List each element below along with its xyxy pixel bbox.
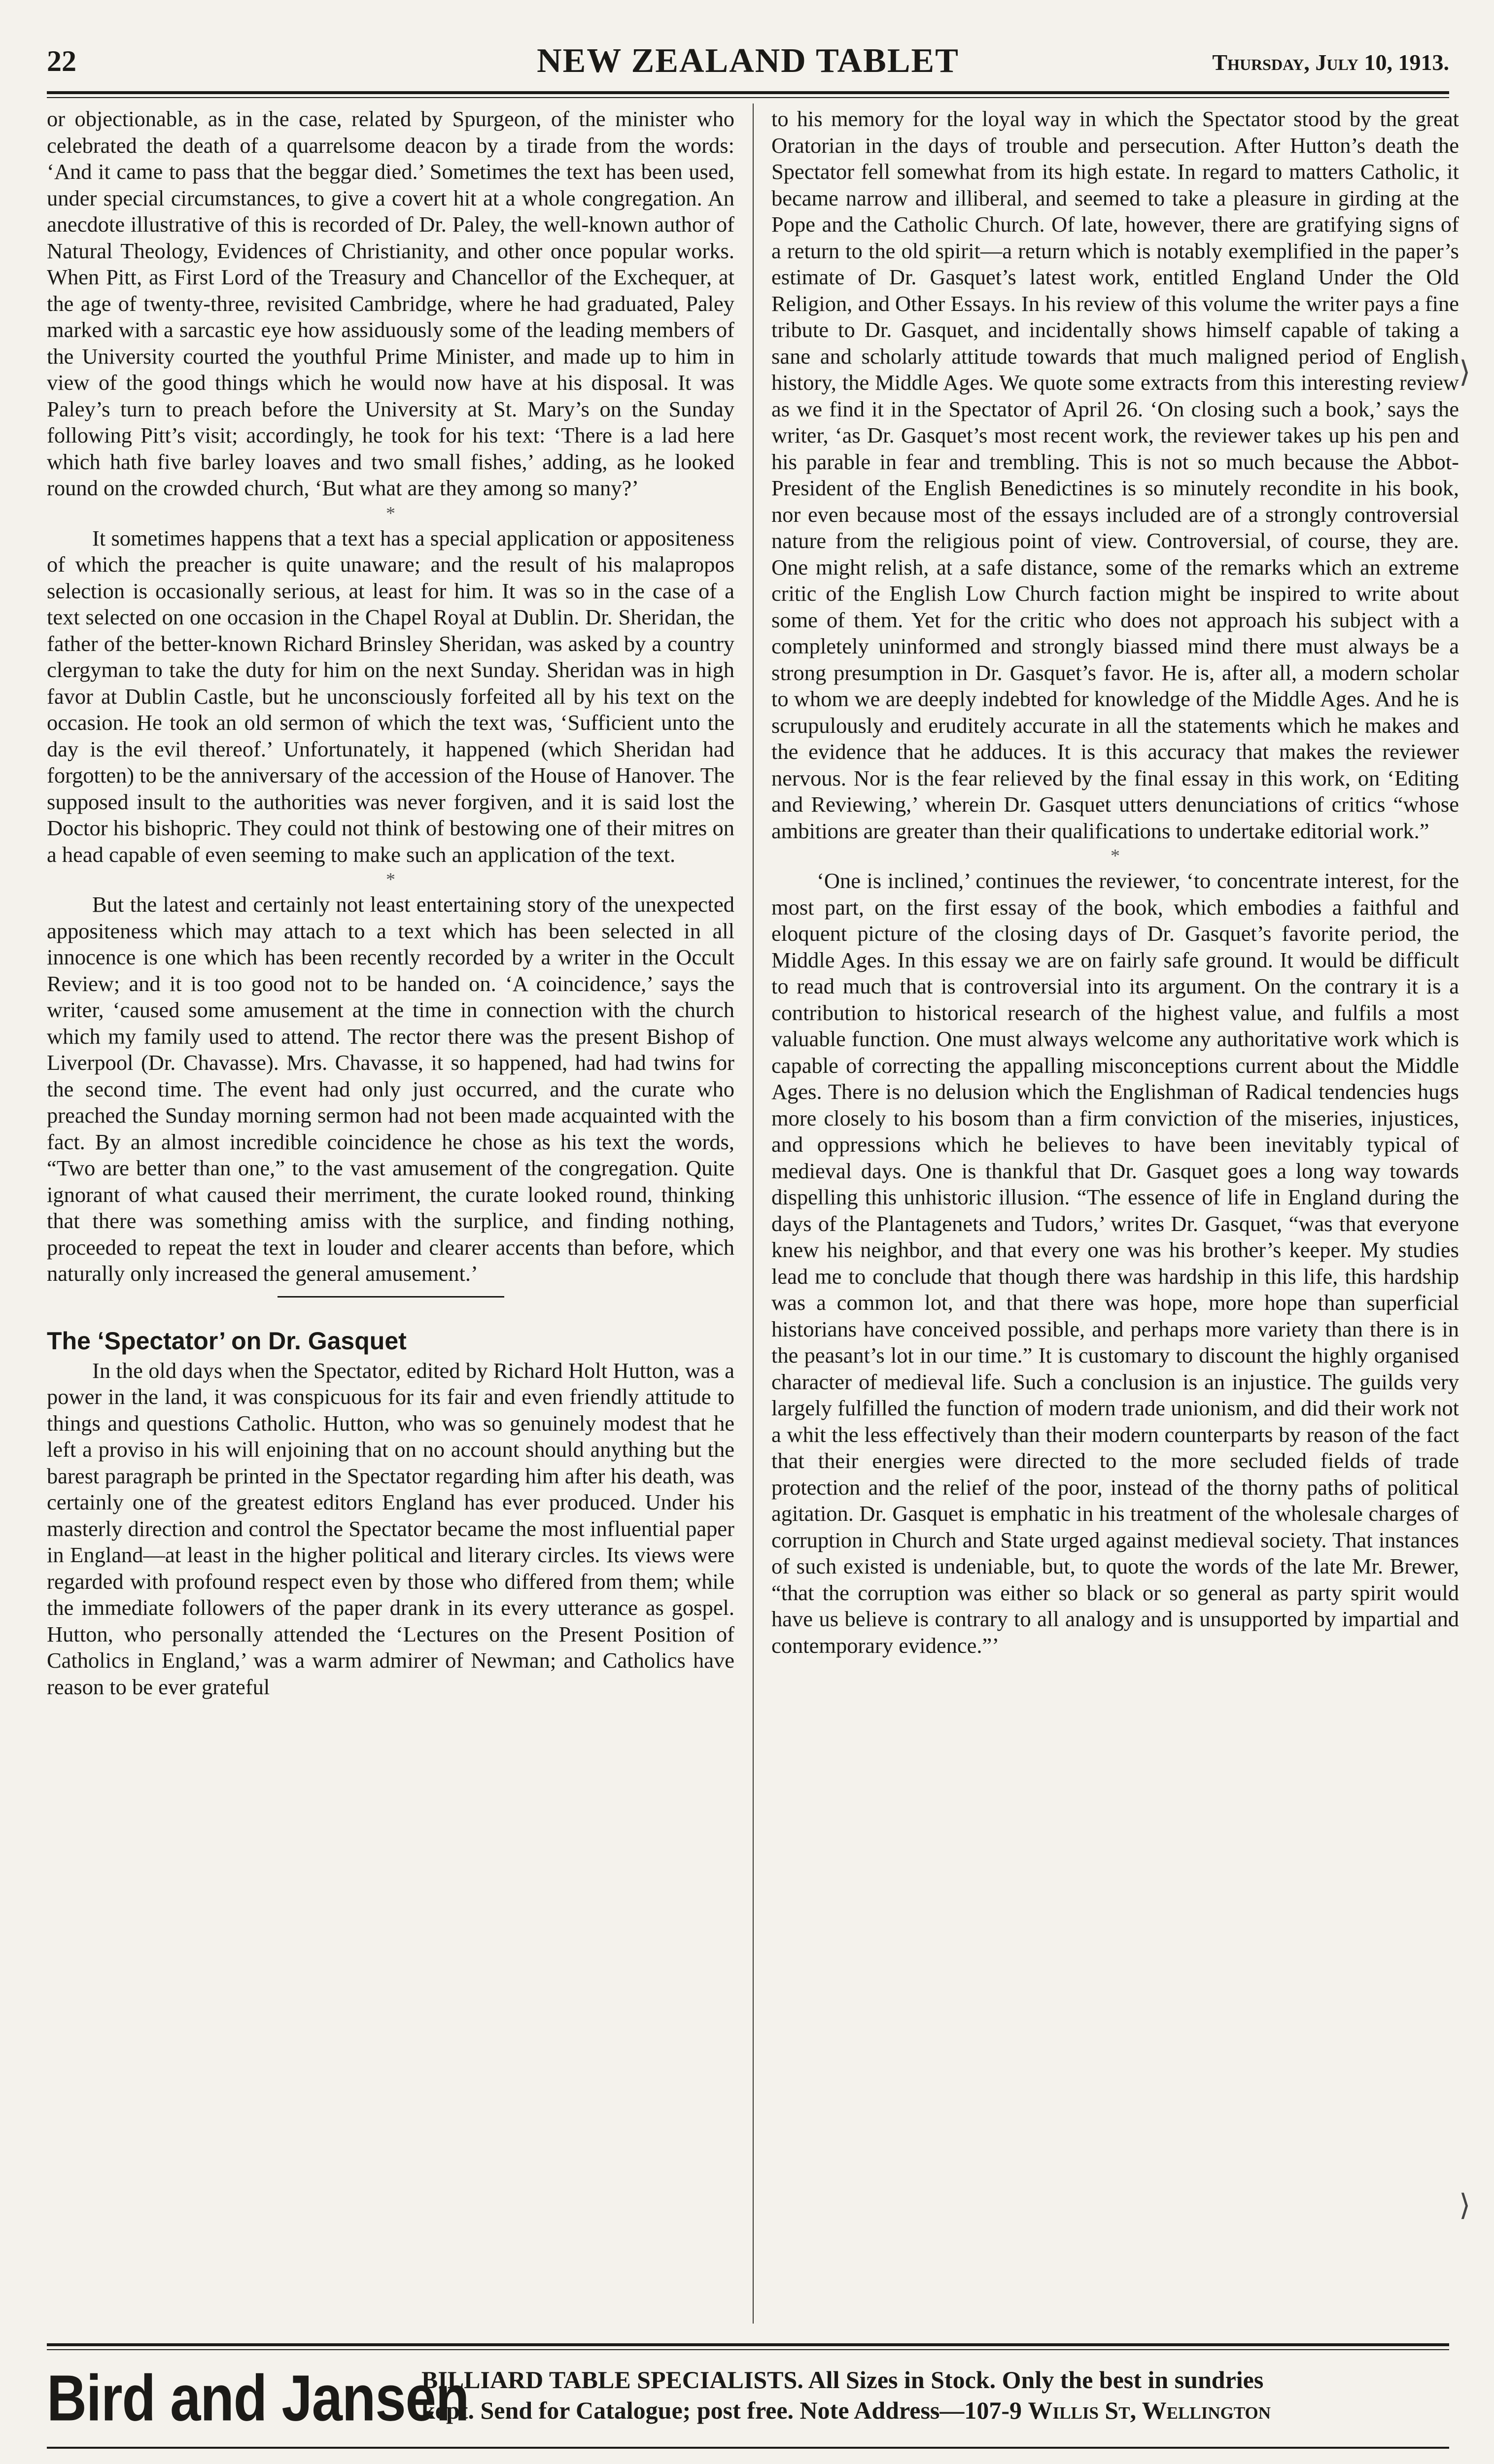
column-divider — [753, 103, 754, 2324]
paragraph: to his memory for the loyal way in which the Spectator stood by the great Oratorian in the days of trouble and persecution. After Hutton’s death the Spectator fell somewhat from its high estate. In regard to matters Catholic, it became narrow and illiberal, and seemed to take a pleasure in girding at the Pope and the Catholic Church. Of late, however, there are gratifying signs of a return to the old spirit—a return which is notably exemplified in the paper’s estimate of Dr. Gasquet’s latest work, entitled England Under the Old Religion, and Other Essays. In his review of this volume the writer pays a fine tribute to Dr. Gasquet, and incidentally shows himself capable of taking a sane and scholarly attitude towards that much maligned period of English history, the Middle Ages. We quote some extracts from this interesting review as we find it in the Spectator of April 26. ‘On closing such a book,’ says the writer, ‘as Dr. Gasquet’s most recent work, the reviewer takes up his pen and his parable in fear and trembling. This is not so much because the Abbot-President of the English Benedictines is so minutely recondite in his book, nor even because most of the essays included are of a strongly controversial nature from the religious point of view. Controversial, of course, they are. One might relish, at a safe distance, some of the remarks which an extreme critic of the English Low Church faction might be inspired to write about some of them. Yet for the critic who does not approach his subject with a completely uninformed and strongly biassed mind there must always be a strong presumption in Dr. Gasquet’s favor. He is, after all, a modern scholar to whom we are deeply indebted for knowledge of the Middle Ages. And he is scrupulously and eruditely accurate in all the statements which he makes and the evidence that he adduces. It is this accuracy that makes the reviewer nervous. Nor is the fear relieved by the final essay in this work, on ‘Editing and Reviewing,’ wherein Dr. Gasquet utters denunciations of critics “whose ambitions are greater than their qualifications to undertake editorial work.” — [771, 106, 1459, 843]
ad-brand: Bird and Jansen — [47, 2361, 469, 2434]
section-divider — [278, 1296, 504, 1298]
ad-line-1: BILLIARD TABLE SPECIALISTS. All Sizes in Stock. Only the best in sundries — [421, 2366, 1264, 2394]
section-heading: The ‘Spectator’ on Dr. Gasquet — [47, 1327, 407, 1355]
ad-line-2-start: kept. Send for Catalogue; post free. Note Address—107-9 — [421, 2396, 1028, 2424]
ad-rule — [47, 2447, 1449, 2449]
top-rule-thin — [47, 97, 1449, 98]
paragraph: ‘One is inclined,’ continues the reviewer, ‘to concentrate interest, for the most part, on the first essay of the book, which embodies a faithful and eloquent picture of the closing days of Dr. Gasquet’s favorite period, the Middle Ages. In this essay we are on fairly safe ground. It would be difficult to read much that is controversial into its argument. On the contrary it is a contribution to historical research of the highest value, and fulfils a most valuable function. One must always welcome any authoritative work which is capable of correcting the appalling misconceptions current about the Middle Ages. There is no delusion which the Englishman of Radical tendencies hugs more closely to his bosom than a firm conviction of the miseries, injustices, and oppressions which he believes to have been inevitably typical of medieval days. One is thankful that Dr. Gasquet goes a long way towards dispelling this unhistoric illusion. “The essence of life in England during the days of the Plantagenets and Tudors,’ writes Dr. Gasquet, “was that everyone knew his neighbor, and that every one was his brother’s keeper. My studies lead me to conclude that though there was hardship in this life, this hardship was a common lot, and that there was hope, more hope than superficial historians have conceived possible, and perhaps more variety than there is in the peasant’s lot in our time.” It is customary to discount the highly organised character of medieval life. Such a conclusion is an injustice. The guilds very largely fulfilled the function of modern trade unionism, and did their work not a whit the less effectively than their modern counterparts by reason of the fact that their energies were directed to the more secluded fields of trade protection and the relief of the poor, instead of the thorny paths of political agitation. Dr. Gasquet is emphatic in his treatment of the wholesale charges of corruption in Church and State urged against medieval society. That instances of such existed is undeniable, but, to quote the words of the late Mr. Brewer, “that the corruption was either so black or so general as party spirit would have us believe is contrary to all analogy and is unsupported by impartial and contemporary evidence.”’ — [771, 868, 1459, 1658]
paragraph: But the latest and certainly not least entertaining story of the unexpected appositeness which may attach to a text which has been selected in all innocence is one which has been recently recorded by a writer in the Occult Review; and it is too good not to be handed on. ‘A coincidence,’ says the writer, ‘caused some amusement at the time in connection with the church which my family used to attend. The rector there was the present Bishop of Liverpool (Dr. Chavasse). Mrs. Chavasse, it so happened, had had twins for the second time. The event had only just occurred, and the curate who preached the Sunday morning sermon had not been made acquainted with the fact. By an almost incredible coincidence he chose as his text the words, “Two are better than one,” to the vast amusement of the congregation. Quite ignorant of what caused their merriment, the curate looked round, thinking that there was something amiss with the surplice, and finding nothing, proceeded to repeat the text in louder and clearer accents than before, which naturally only increased the general amusement.’ — [47, 892, 734, 1286]
right-column — [771, 106, 1459, 1659]
section-star: * — [386, 503, 395, 524]
ad-address: Willis St, Wellington — [1028, 2396, 1271, 2424]
margin-mark-icon: ⟩ — [1459, 2189, 1471, 2222]
issue-date: Thursday, July 10, 1913. — [1212, 50, 1449, 75]
paragraph: In the old days when the Spectator, edited by Richard Holt Hutton, was a power in the land, it was conspicuous for its fair and even friendly attitude to things and questions Catholic. Hutton, who was so genuinely modest that he left a proviso in his will enjoining that on no account should anything but the barest paragraph be printed in the Spectator regarding him after his death, was certainly one of the greatest editors England has ever produced. Under his masterly direction and control the Spectator became the most influential paper in England—at least in the higher political and literary circles. Its views were regarded with profound respect even by those who differed from them; while the immediate followers of the paper drank in its every utterance as gospel. Hutton, who personally attended the ‘Lectures on the Present Position of Catholics in England,’ was a warm admirer of Newman; and Catholics have reason to be ever grateful — [47, 1358, 734, 1699]
margin-mark-icon: ⟩ — [1459, 356, 1471, 388]
top-rule — [47, 91, 1449, 94]
section-star: * — [1111, 846, 1120, 866]
page-number: 22 — [47, 45, 76, 77]
section-star: * — [386, 869, 395, 890]
left-column — [47, 106, 734, 1700]
advertisement — [47, 2361, 1449, 2434]
bottom-rule — [47, 2343, 1449, 2346]
ad-line-2 — [421, 2395, 1449, 2426]
masthead — [47, 44, 1449, 84]
bottom-rule-thin — [47, 2349, 1449, 2350]
paragraph: It sometimes happens that a text has a special application or appositeness of which the preacher is quite unaware; and the result of his malapropos selection is occasionally serious, at least for him. It was so in the case of a text selected on one occasion in the Chapel Royal at Dublin. Dr. Sheridan, the father of the better-known Richard Brinsley Sheridan, was asked by a country clergyman to take the duty for him on the next Sunday. Sheridan was in high favor at Dublin Castle, but he unconsciously forfeited all by his text on the occasion. He took an old sermon of which the text was, ‘Sufficient unto the day is the evil thereof.’ Unfortunately, it happened (which Sheridan had forgotten) to be the anniversary of the accession of the House of Hanover. The supposed insult to the authorities was never forgiven, and it is said lost the Doctor his bishopric. They could not think of bestowing one of their mitres on a head capable of even seeming to make such an application of the text. — [47, 525, 734, 867]
paragraph: or objectionable, as in the case, related by Spurgeon, of the minister who celebrated the death of a quarrelsome deacon by a tirade from the words: ‘And it came to pass that the beggar died.’ Sometimes the text has been used, under special circumstances, to give a covert hit at a whole congregation. An anecdote illustrative of this is recorded of Dr. Paley, the well-known author of Natural Theology, Evidences of Christianity, and other once popular works. When Pitt, as First Lord of the Treasury and Chancellor of the Exchequer, at the age of twenty-three, revisited Cambridge, where he had graduated, Paley marked with a sarcastic eye how assiduously some of the leading members of the University courted the youthful Prime Minister, and made up to him in view of the good things which he would now have at his disposal. It was Paley’s turn to preach before the University at St. Mary’s on the Sunday following Pitt’s visit; accordingly, he took for his text: ‘There is a lad here which hath five barley loaves and two small fishes,’ adding, as he looked round on the crowded church, ‘But what are they among so many?’ — [47, 106, 734, 500]
ad-text — [421, 2364, 1449, 2426]
paper-title: NEW ZEALAND TABLET — [537, 42, 959, 80]
